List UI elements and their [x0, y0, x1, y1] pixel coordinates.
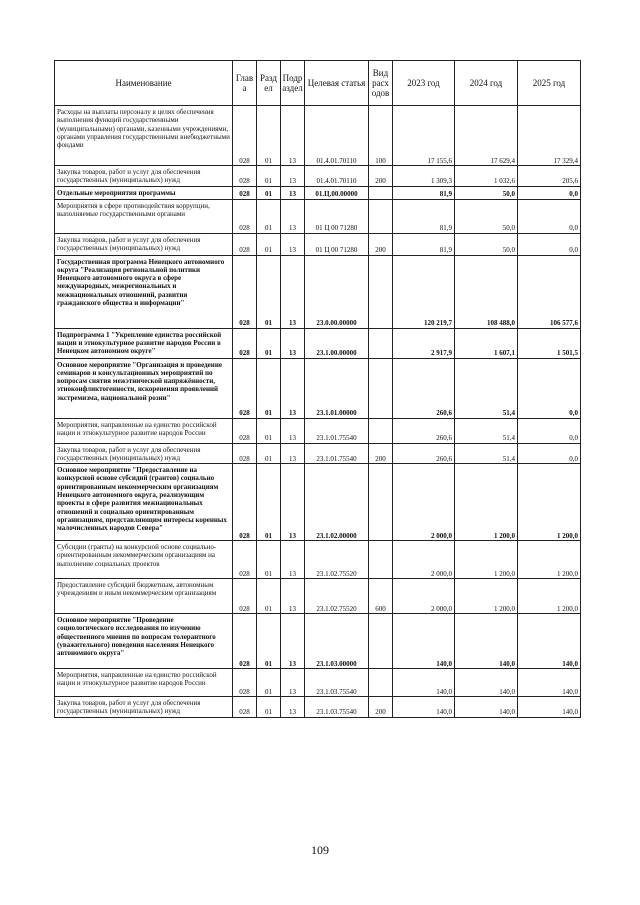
cell-glava: 028 [233, 199, 257, 233]
cell-glava: 028 [233, 358, 257, 418]
cell-podrazdel: 13 [281, 106, 305, 166]
cell-y2025: 0,0 [518, 443, 581, 464]
cell-razdel: 01 [257, 328, 281, 358]
cell-y2024: 140,0 [455, 614, 518, 669]
cell-y2023: 120 219,7 [393, 255, 455, 328]
cell-name: Субсидии (гранты) на конкурсной основе социально-ориентированным некоммерческим организациям на выполнение социальных проектов [55, 541, 233, 579]
cell-podrazdel: 13 [281, 464, 305, 541]
cell-razdel: 01 [257, 541, 281, 579]
cell-name: Основное мероприятие "Проведение социологического исследования по изучению общественного мнения по вопросам толерантного (уважительного) поведения населения Ненецкого автономного округа" [55, 614, 233, 669]
cell-statya: 23.1.02.75520 [305, 541, 369, 579]
cell-y2023: 260,6 [393, 358, 455, 418]
cell-y2025: 1 200,0 [518, 579, 581, 614]
cell-podrazdel: 13 [281, 697, 305, 718]
cell-statya: 23.1.02.75520 [305, 579, 369, 614]
cell-statya: 23.1.03.00000 [305, 614, 369, 669]
cell-y2024: 50,0 [455, 199, 518, 233]
cell-vid [369, 464, 393, 541]
cell-y2023: 260,6 [393, 443, 455, 464]
cell-vid [369, 328, 393, 358]
cell-y2023: 81,9 [393, 233, 455, 255]
cell-y2025: 1 200,0 [518, 541, 581, 579]
cell-y2025: 1 501,5 [518, 328, 581, 358]
table-row [55, 186, 581, 199]
cell-razdel: 01 [257, 669, 281, 697]
cell-vid: 600 [369, 579, 393, 614]
header-glava: Глав а [233, 61, 257, 106]
cell-podrazdel: 13 [281, 669, 305, 697]
cell-y2024: 51,4 [455, 443, 518, 464]
cell-razdel: 01 [257, 255, 281, 328]
page-number: 109 [311, 843, 329, 857]
header-podrazdel: Подр аздел [281, 61, 305, 106]
cell-y2025: 140,0 [518, 697, 581, 718]
cell-razdel: 01 [257, 579, 281, 614]
cell-y2023: 2 000,0 [393, 541, 455, 579]
cell-glava: 028 [233, 166, 257, 187]
cell-glava: 028 [233, 328, 257, 358]
cell-podrazdel: 13 [281, 233, 305, 255]
cell-razdel: 01 [257, 233, 281, 255]
cell-y2024: 17 629,4 [455, 106, 518, 166]
cell-y2025: 0,0 [518, 418, 581, 443]
cell-name: Мероприятия, направленные на единство российской нации и этнокультурное развитие народов России [55, 418, 233, 443]
table-row [55, 669, 581, 697]
cell-statya: 23.1.03.75540 [305, 697, 369, 718]
cell-glava: 028 [233, 541, 257, 579]
table-row [55, 418, 581, 443]
cell-statya: 01 Ц 00 71280 [305, 233, 369, 255]
cell-name: Предоставление субсидий бюджетным, автономным учреждениям и иным некоммерческим организациям [55, 579, 233, 614]
cell-y2023: 81,9 [393, 186, 455, 199]
cell-razdel: 01 [257, 186, 281, 199]
cell-vid: 200 [369, 166, 393, 187]
cell-y2025: 140,0 [518, 669, 581, 697]
cell-y2025: 0,0 [518, 199, 581, 233]
cell-y2023: 2 917,9 [393, 328, 455, 358]
cell-podrazdel: 13 [281, 166, 305, 187]
cell-statya: 23.1.00.00000 [305, 328, 369, 358]
cell-podrazdel: 13 [281, 418, 305, 443]
cell-vid: 100 [369, 106, 393, 166]
cell-vid: 200 [369, 697, 393, 718]
budget-table [54, 60, 581, 718]
header-2023: 2023 год [393, 61, 455, 106]
cell-name: Государственная программа Ненецкого автономного округа "Реализация региональной политики Ненецкого автономного округа в сфере международных, межрегиональных и межнациональных отношений, развития гражданского общества и информации" [55, 255, 233, 328]
cell-vid [369, 614, 393, 669]
cell-vid: 200 [369, 233, 393, 255]
cell-name: Закупка товаров, работ и услуг для обеспечения государственных (муниципальных) нужд [55, 443, 233, 464]
cell-name: Закупка товаров, работ и услуг для обеспечения государственных (муниципальных) нужд [55, 233, 233, 255]
table-row [55, 614, 581, 669]
cell-razdel: 01 [257, 106, 281, 166]
cell-y2023: 1 309,3 [393, 166, 455, 187]
cell-y2025: 106 577,6 [518, 255, 581, 328]
table-row [55, 464, 581, 541]
cell-podrazdel: 13 [281, 443, 305, 464]
cell-vid [369, 418, 393, 443]
cell-glava: 028 [233, 255, 257, 328]
cell-name: Основное мероприятие "Организация и проведение семинаров и консультационных мероприятий по вопросам снятия межэтнической напряжённости, этноконфликтогенности, искоренения проявлений экстремизма, национальной розни" [55, 358, 233, 418]
cell-razdel: 01 [257, 614, 281, 669]
cell-y2025: 0,0 [518, 186, 581, 199]
cell-y2025: 17 329,4 [518, 106, 581, 166]
cell-razdel: 01 [257, 443, 281, 464]
cell-razdel: 01 [257, 358, 281, 418]
cell-y2024: 50,0 [455, 186, 518, 199]
table-row [55, 358, 581, 418]
cell-name: Расходы на выплаты персоналу в целях обеспечения выполнения функций государственными (муниципальными) органами, казенными учреждениями, органами управления государственными внебюджетными фондами [55, 106, 233, 166]
cell-vid [369, 669, 393, 697]
cell-statya: 01.4.01.70110 [305, 106, 369, 166]
cell-statya: 23.1.01.75540 [305, 443, 369, 464]
cell-glava: 028 [233, 106, 257, 166]
table-header-row [55, 61, 581, 106]
header-2024: 2024 год [455, 61, 518, 106]
cell-y2024: 140,0 [455, 669, 518, 697]
cell-y2024: 1 200,0 [455, 541, 518, 579]
table-row [55, 328, 581, 358]
cell-name: Мероприятия в сфере противодействия коррупции, выполняемые государственными органами [55, 199, 233, 233]
cell-y2023: 140,0 [393, 669, 455, 697]
table-row [55, 233, 581, 255]
cell-name: Закупка товаров, работ и услуг для обеспечения государственных (муниципальных) нужд [55, 166, 233, 187]
cell-y2023: 260,6 [393, 418, 455, 443]
header-2025: 2025 год [518, 61, 581, 106]
table-row [55, 106, 581, 166]
cell-glava: 028 [233, 233, 257, 255]
cell-glava: 028 [233, 614, 257, 669]
cell-y2024: 51,4 [455, 358, 518, 418]
cell-razdel: 01 [257, 464, 281, 541]
cell-y2023: 81,9 [393, 199, 455, 233]
cell-y2024: 108 488,0 [455, 255, 518, 328]
cell-y2024: 50,0 [455, 233, 518, 255]
cell-vid [369, 541, 393, 579]
cell-name: Мероприятия, направленные на единство российской нации и этнокультурное развитие народов России [55, 669, 233, 697]
cell-statya: 01.Ц.00.00000 [305, 186, 369, 199]
cell-y2025: 0,0 [518, 233, 581, 255]
table-row [55, 199, 581, 233]
cell-podrazdel: 13 [281, 541, 305, 579]
cell-podrazdel: 13 [281, 358, 305, 418]
cell-y2024: 1 607,1 [455, 328, 518, 358]
table-row [55, 697, 581, 718]
header-razdel: Разд ел [257, 61, 281, 106]
table-row [55, 166, 581, 187]
cell-glava: 028 [233, 669, 257, 697]
cell-y2023: 2 000,0 [393, 464, 455, 541]
header-vid: Вид расх одов [369, 61, 393, 106]
cell-y2024: 1 032,6 [455, 166, 518, 187]
cell-glava: 028 [233, 464, 257, 541]
header-name: Наименование [55, 61, 233, 106]
cell-podrazdel: 13 [281, 199, 305, 233]
cell-name: Отдельные мероприятия программы [55, 186, 233, 199]
cell-glava: 028 [233, 579, 257, 614]
cell-razdel: 01 [257, 199, 281, 233]
cell-y2025: 1 200,0 [518, 464, 581, 541]
cell-glava: 028 [233, 443, 257, 464]
cell-name: Подпрограмма 1 "Укрепление единства российской нации и этнокультурное развитие народов России в Ненецком автономном округе" [55, 328, 233, 358]
cell-vid [369, 358, 393, 418]
cell-statya: 23.1.01.00000 [305, 358, 369, 418]
table-row [55, 541, 581, 579]
cell-statya: 01 Ц 00 71280 [305, 199, 369, 233]
cell-glava: 028 [233, 186, 257, 199]
cell-statya: 23.0.00.00000 [305, 255, 369, 328]
cell-statya: 23.1.03.75540 [305, 669, 369, 697]
cell-podrazdel: 13 [281, 579, 305, 614]
cell-name: Закупка товаров, работ и услуг для обеспечения государственных (муниципальных) нужд [55, 697, 233, 718]
cell-vid [369, 186, 393, 199]
header-statya: Целевая статья [305, 61, 369, 106]
cell-vid [369, 255, 393, 328]
cell-y2024: 1 200,0 [455, 464, 518, 541]
cell-y2024: 140,0 [455, 697, 518, 718]
cell-name: Основное мероприятие "Предоставление на конкурсной основе субсидий (грантов) социально ориентированным некоммерческим организациям Ненецкого автономного округа, реализующим проекты в сфере развития межнациональных отношений и социально ориентированным организациям, представляющим интересы коренных малочисленных народов Севера" [55, 464, 233, 541]
cell-razdel: 01 [257, 418, 281, 443]
cell-glava: 028 [233, 418, 257, 443]
cell-y2023: 2 000,0 [393, 579, 455, 614]
cell-vid: 200 [369, 443, 393, 464]
table-row [55, 255, 581, 328]
cell-statya: 23.1.02.00000 [305, 464, 369, 541]
table-row [55, 579, 581, 614]
table-row [55, 443, 581, 464]
cell-vid [369, 199, 393, 233]
cell-y2025: 0,0 [518, 358, 581, 418]
cell-podrazdel: 13 [281, 328, 305, 358]
cell-y2023: 140,0 [393, 697, 455, 718]
cell-razdel: 01 [257, 697, 281, 718]
cell-glava: 028 [233, 697, 257, 718]
cell-y2023: 140,0 [393, 614, 455, 669]
cell-y2025: 205,6 [518, 166, 581, 187]
cell-podrazdel: 13 [281, 186, 305, 199]
cell-statya: 23.1.01.75540 [305, 418, 369, 443]
cell-podrazdel: 13 [281, 255, 305, 328]
cell-y2024: 51,4 [455, 418, 518, 443]
cell-y2025: 140,0 [518, 614, 581, 669]
cell-razdel: 01 [257, 166, 281, 187]
cell-y2023: 17 155,6 [393, 106, 455, 166]
cell-podrazdel: 13 [281, 614, 305, 669]
cell-y2024: 1 200,0 [455, 579, 518, 614]
cell-statya: 01.4.01.70110 [305, 166, 369, 187]
